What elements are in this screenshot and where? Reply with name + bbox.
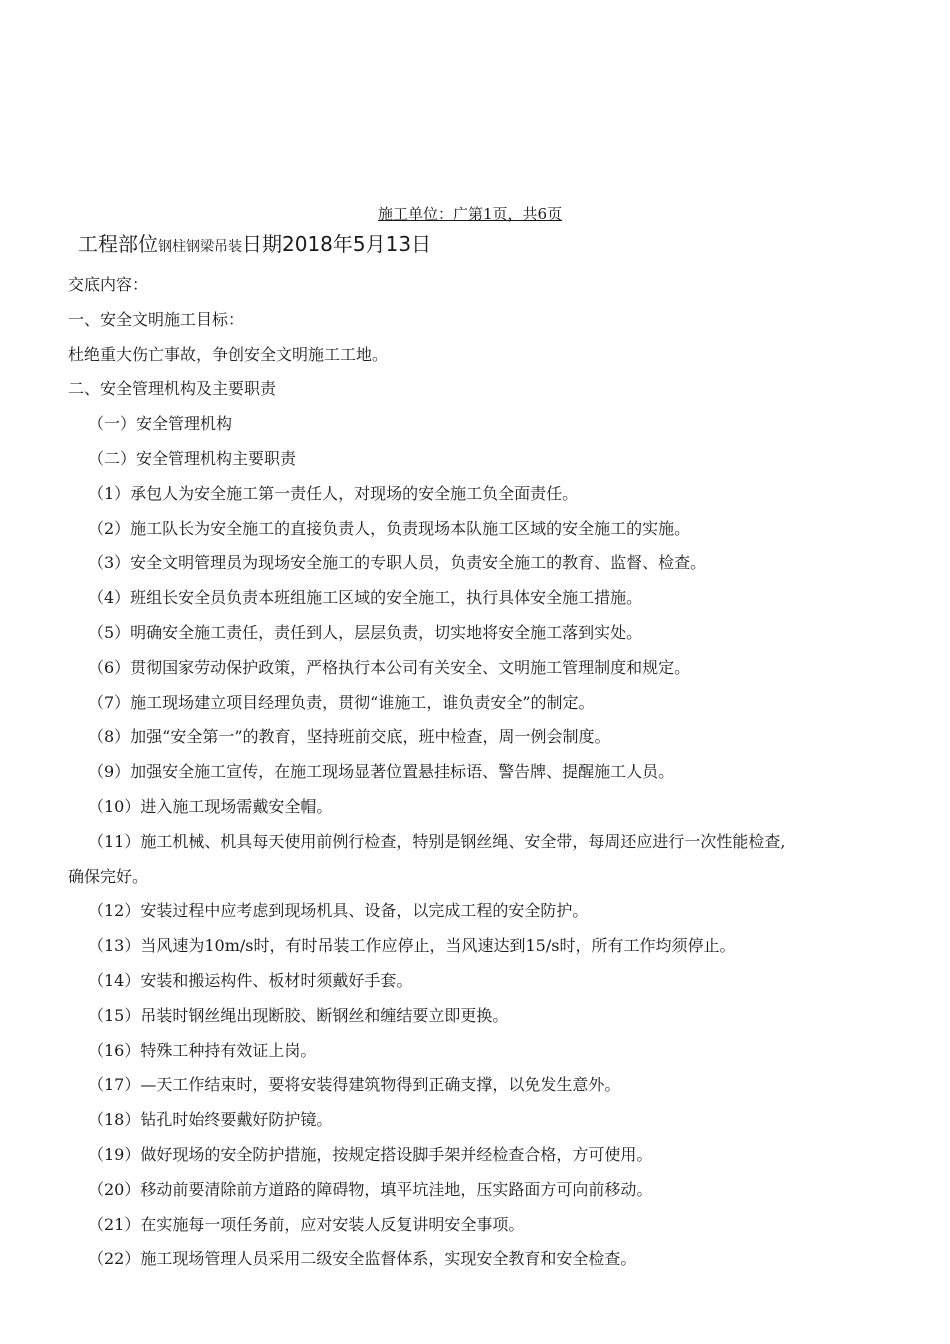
list-item: （11）施工机械、机具每天使用前例行检查，特别是钢丝绳、安全带，每周还应进行一次性能检查, (88, 831, 786, 851)
part-label: 工程部位 (78, 232, 158, 256)
date-value: 2018年5月13日 (282, 232, 432, 256)
list-item: （5）明确安全施工责任，责任到人，层层负责，切实地将安全施工落到实处。 (88, 622, 643, 642)
list-item: （19）做好现场的安全防护措施，按规定搭设脚手架并经检查合格，方可使用。 (88, 1144, 653, 1164)
date-label: 日期 (242, 232, 282, 256)
section1-heading: 一、安全文明施工目标： (68, 309, 245, 329)
title-line (78, 230, 431, 261)
list-item: （6）贯彻国家劳动保护政策，严格执行本公司有关安全、文明施工管理制度和规定。 (88, 657, 691, 677)
list-item: （21）在实施每一项任务前，应对安装人反复讲明安全事项。 (88, 1214, 525, 1234)
list-item: （20）移动前要清除前方道路的障碍物，填平坑洼地，压实路面方可向前移动。 (88, 1179, 653, 1199)
part-value: 钢柱钢梁吊装 (158, 239, 242, 255)
section2-heading: 二、安全管理机构及主要职责 (68, 379, 277, 399)
intro-label: 交底内容： (68, 275, 149, 294)
list-item: （4）班组长安全员负责本班组施工区域的安全施工，执行具体安全施工措施。 (88, 588, 643, 608)
list-item: （9）加强安全施工宣传，在施工现场显著位置悬挂标语、警告牌、提醒施工人员。 (88, 762, 675, 782)
list-item: （8）加强“安全第一”的教育，坚持班前交底，班中检查，周一例会制度。 (88, 727, 611, 747)
list-item: （14）安装和搬运构件、板材时须戴好手套。 (88, 970, 413, 990)
list-item: （2）施工队长为安全施工的直接负责人，负责现场本队施工区域的安全施工的实施。 (88, 518, 691, 538)
page-header-unit: 施工单位：广第1页，共6页 (378, 205, 563, 223)
list-item: （1）承包人为安全施工第一责任人，对现场的安全施工负全面责任。 (88, 483, 579, 503)
list-item: （16）特殊工种持有效证上岗。 (88, 1040, 317, 1060)
list-item: （13）当风速为10m/s时，有时吊装工作应停止，当风速达到15/s时，所有工作均须停止。 (88, 936, 736, 956)
list-item: （15）吊装时钢丝绳出现断胶、断钢丝和缠结要立即更换。 (88, 1005, 509, 1025)
subsection-1: （一）安全管理机构 (88, 414, 233, 434)
list-item: （17）—天工作结束时，要将安装得建筑物得到正确支撑，以免发生意外。 (88, 1075, 621, 1095)
list-item: （3）安全文明管理员为现场安全施工的专职人员，负责安全施工的教育、监督、检查。 (88, 553, 707, 573)
list-item: （18）钻孔时始终要戴好防护镜。 (88, 1110, 333, 1130)
list-item-continuation: 确保完好。 (68, 866, 149, 886)
subsection-2: （二）安全管理机构主要职责 (88, 448, 297, 468)
list-item: （10）进入施工现场需戴安全帽。 (88, 796, 333, 816)
list-item: （22）施工现场管理人员采用二级安全监督体系，实现安全教育和安全检查。 (88, 1249, 637, 1269)
content-body (68, 268, 914, 1277)
list-item: （7）施工现场建立项目经理负责，贯彻“谁施工，谁负责安全”的制定。 (88, 692, 595, 712)
list-item: （12）安装过程中应考虑到现场机具、设备，以完成工程的安全防护。 (88, 901, 589, 921)
section1-text: 杜绝重大伤亡事故，争创安全文明施工工地。 (68, 344, 389, 364)
